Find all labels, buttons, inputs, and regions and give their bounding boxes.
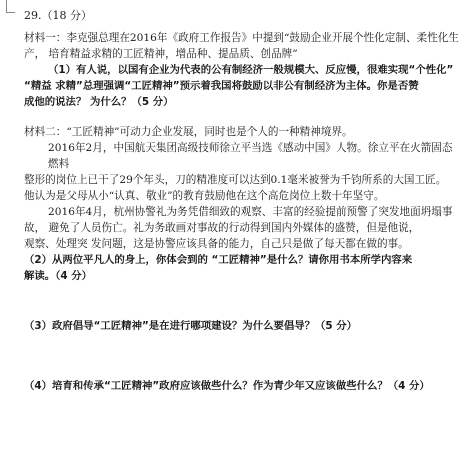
sub-question-1-line: 成他的说法？ 为什么？（5 分） <box>24 96 174 108</box>
material-1 <box>24 30 459 62</box>
material-2-para2-line: 2016年4月，杭州协警礼为务凭借细致的观察、丰富的经验提前预警了突发地面坍塌事 <box>48 206 453 218</box>
material-2-para1-line: 燃料 <box>48 158 70 170</box>
exam-question-29 <box>24 8 459 394</box>
material-2 <box>24 124 456 252</box>
sub-question-2-line: 解读。（4 分） <box>24 270 92 282</box>
material-1-line: 材料一：李克强总理在2016年《政府工作报告》中提到“鼓励企业开展个性化定制、柔性化生 <box>24 32 459 44</box>
sub-question-3: （3）政府倡导“工匠精神”是在进行哪项建设？为什么要倡导？（5 分） <box>24 320 358 332</box>
page-corner-mark <box>6 0 15 13</box>
material-2-para1-line: 他认为是父母从小“认真、敬业”的教育鼓励他在这个高危岗位上数十年坚守。 <box>24 190 385 202</box>
sub-question-4: （4）培育和传承“工匠精神”政府应该做些什么？作为青少年又应该做些什么？（4 分） <box>24 380 430 392</box>
sub-question-1-line: “精益 求精”总理强调“工匠精神”预示着我国将鼓励以非公有制经济为主体。你是否赞 <box>24 80 419 92</box>
sub-question-2 <box>24 252 456 284</box>
sub-question-1 <box>24 62 456 110</box>
sub-question-2-line: （2）从两位平凡人的身上，你体会到的 “工匠精神”是什么？请你用书本所学内容来 <box>24 254 413 266</box>
sub-question-1-line: （1）有人说，以国有企业为代表的公有制经济一般规模大、反应慢，很难实现“个性化” <box>48 64 454 76</box>
material-2-para1-line: 2016年2月，中国航天集团高级技师徐立平当选《感动中国》人物。徐立平在火箭固态 <box>48 142 453 154</box>
material-2-para2-line: 故， 避免了人员伤亡。礼为务敢画对事故的行动得到国内外媒体的盛赞，但是他说， <box>24 222 420 234</box>
question-title: 29.（18 分） <box>24 9 92 22</box>
material-1-line: 产， 培育精益求精的工匠精神，增品种、提品质、创品牌” <box>24 48 298 60</box>
material-2-para2-line: 观察、处理突 发问题，这是协警应该具备的能力，自己只是做了每天都在做的事。 <box>24 238 409 250</box>
material-2-intro: 材料二：“工匠精神”可动力企业发展，同时也是个人的一种精神境界。 <box>24 126 353 138</box>
material-2-para1-line: 整形的岗位上已干了29个年头，刀的精准度可以达到0.1毫米被誉为千钧所系的大国工匠。 <box>24 174 447 186</box>
